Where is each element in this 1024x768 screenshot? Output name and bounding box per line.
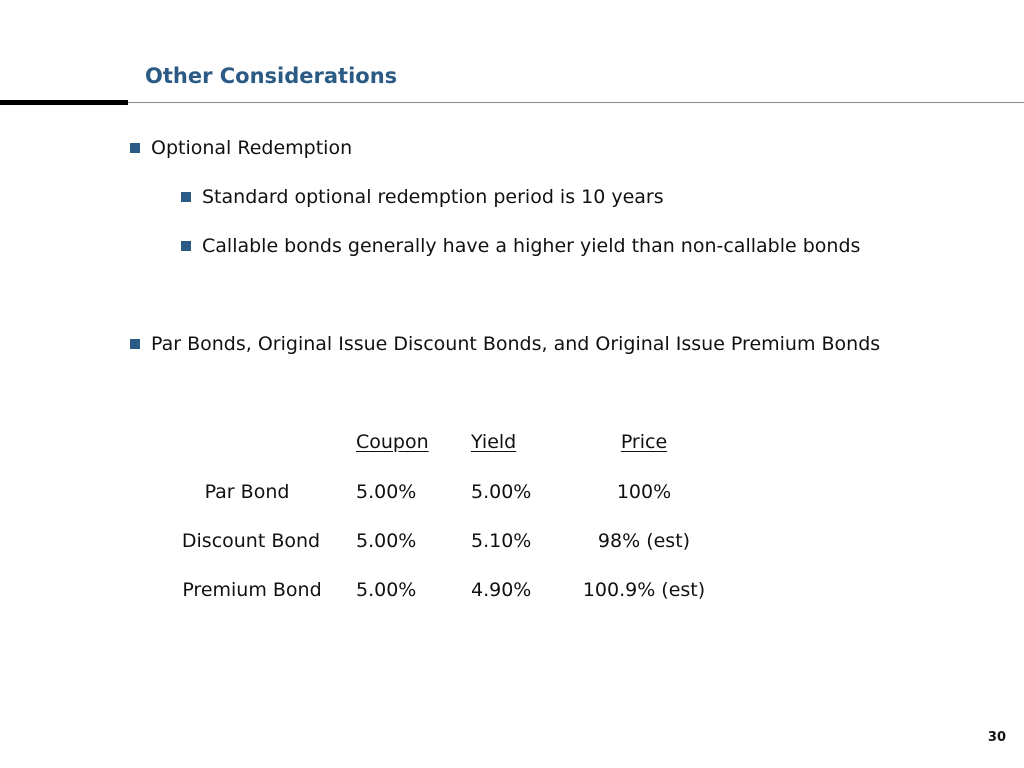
bullet-optional-redemption bbox=[130, 136, 352, 160]
yield-cell: 5.10% bbox=[471, 530, 532, 552]
column-header-coupon: Coupon bbox=[356, 431, 429, 453]
yield-cell: 4.90% bbox=[471, 579, 532, 601]
coupon-cell: 5.00% bbox=[356, 579, 417, 601]
title-rule-thick bbox=[0, 100, 128, 105]
yield-cell: 5.00% bbox=[471, 481, 532, 503]
column-header-yield: Yield bbox=[471, 431, 517, 453]
bullet-bond-types bbox=[130, 332, 880, 356]
square-bullet-icon bbox=[181, 241, 191, 251]
bullet-text: Standard optional redemption period is 10 years bbox=[202, 186, 664, 208]
row-label: Par Bond bbox=[204, 481, 290, 503]
price-cell: 98% (est) bbox=[597, 530, 691, 552]
slide-title: Other Considerations bbox=[145, 64, 398, 88]
sub-bullet-callable-yield bbox=[181, 234, 860, 258]
price-cell: 100.9% (est) bbox=[582, 579, 706, 601]
bullet-text: Callable bonds generally have a higher yield than non-callable bonds bbox=[202, 235, 861, 257]
sub-bullet-standard-period bbox=[181, 185, 664, 209]
square-bullet-icon bbox=[130, 339, 140, 349]
square-bullet-icon bbox=[130, 143, 140, 153]
page-number: 30 bbox=[987, 730, 1006, 745]
price-cell: 100% bbox=[616, 481, 672, 503]
title-rule-thin bbox=[128, 102, 1024, 103]
row-label: Discount Bond bbox=[181, 530, 321, 552]
coupon-cell: 5.00% bbox=[356, 530, 417, 552]
row-label: Premium Bond bbox=[182, 579, 322, 601]
bullet-text: Par Bonds, Original Issue Discount Bonds, and Original Issue Premium Bonds bbox=[151, 333, 881, 355]
column-header-price: Price bbox=[620, 431, 668, 453]
coupon-cell: 5.00% bbox=[356, 481, 417, 503]
bullet-text: Optional Redemption bbox=[151, 137, 353, 159]
square-bullet-icon bbox=[181, 192, 191, 202]
